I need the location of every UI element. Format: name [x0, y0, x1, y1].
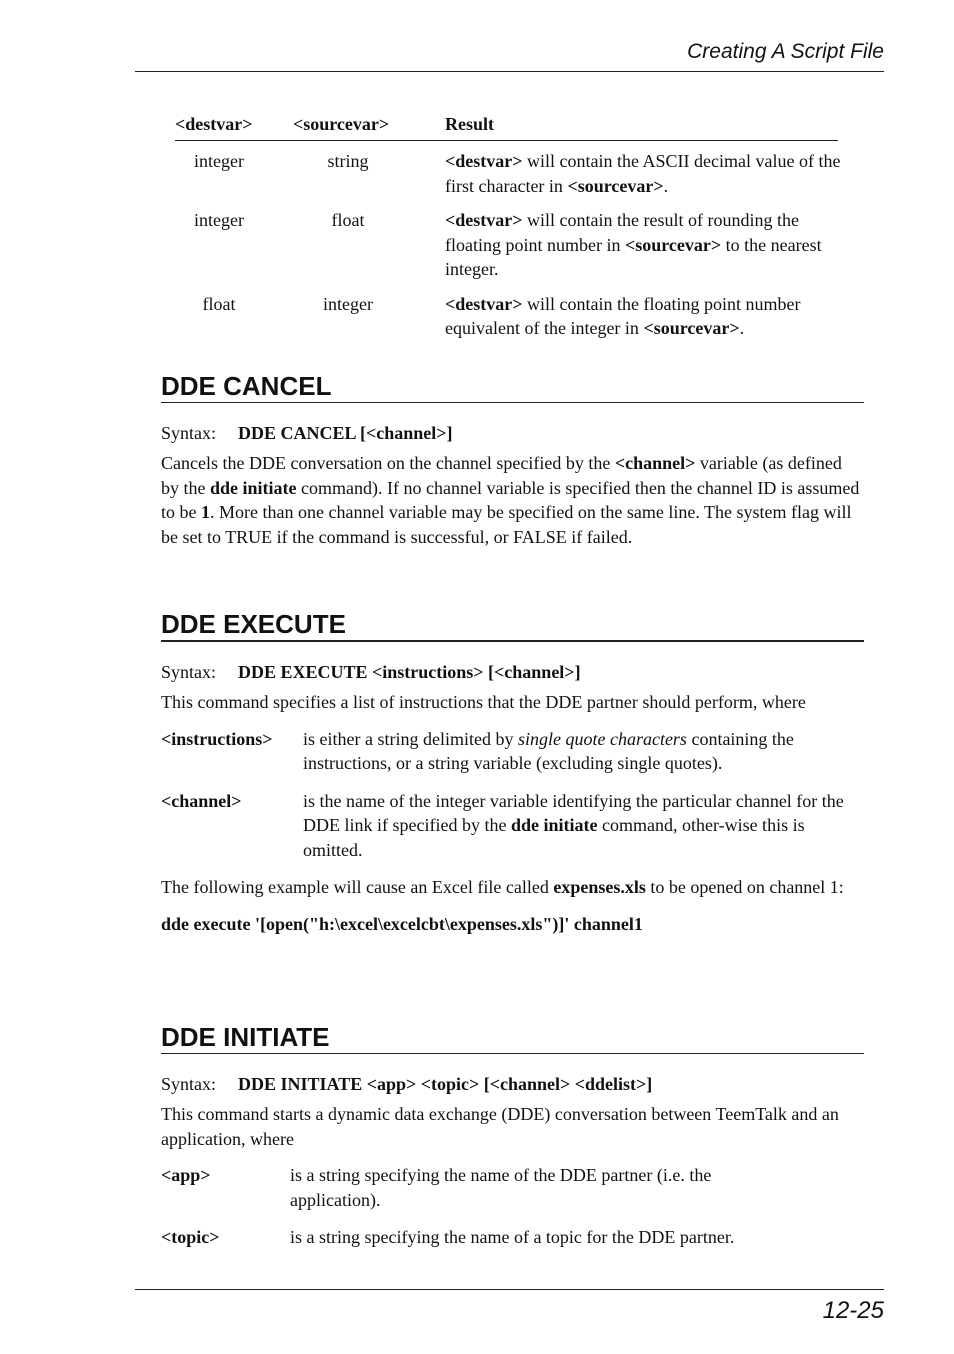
syntax-line	[161, 421, 864, 446]
syntax-text: DDE EXECUTE <instructions> [<channel>]	[238, 661, 581, 682]
heading-rule	[161, 640, 864, 642]
result-text: will contain the ASCII decimal value of the first character in	[445, 151, 841, 196]
result-text: .	[663, 175, 669, 196]
cell-sourcevar: string	[327, 151, 369, 171]
result-text: will contain the floating point number equivalent of the integer in	[445, 293, 801, 338]
text-run-bold: dde initiate	[510, 815, 598, 835]
conversion-table	[175, 112, 855, 351]
parameter-list	[161, 727, 864, 863]
table-row	[175, 149, 855, 198]
text-run: variable (as defined by the	[161, 453, 842, 498]
parameter-item	[161, 789, 864, 863]
text-run: to be opened on channel 1:	[645, 877, 844, 897]
section-dde-cancel	[161, 371, 864, 561]
section-dde-execute	[161, 609, 864, 936]
description-paragraph	[161, 451, 864, 549]
heading-rule	[161, 402, 864, 403]
example-intro	[161, 875, 864, 900]
parameter-list	[161, 1163, 864, 1250]
result-text: .	[739, 318, 745, 338]
syntax-line	[161, 660, 864, 685]
running-header: Creating A Script File	[687, 40, 884, 63]
result-text: will contain the result of rounding the floating point number in	[445, 210, 799, 255]
syntax-text: DDE CANCEL [<channel>]	[238, 422, 453, 443]
cell-destvar: float	[202, 293, 236, 314]
text-run: containing the instructions, or a string variable (excluding single quotes).	[303, 728, 794, 773]
syntax-label: Syntax:	[161, 422, 217, 443]
parameter-description	[303, 789, 864, 863]
section-heading: DDE EXECUTE	[161, 609, 346, 639]
table-header-rule	[175, 140, 838, 141]
text-run: The following example will cause an Excel file called	[161, 877, 554, 897]
heading-rule	[161, 1053, 864, 1054]
cell-destvar: integer	[194, 151, 244, 171]
parameter-term: <topic>	[161, 1227, 220, 1247]
parameter-item	[161, 1225, 864, 1250]
result-term: <destvar>	[445, 210, 523, 230]
table-row	[175, 208, 855, 282]
cell-result	[433, 149, 855, 198]
text-run-bold: dde initiate	[210, 477, 297, 498]
text-run-bold: <channel>	[614, 453, 696, 473]
intro-paragraph: This command starts a dynamic data exchange (DDE) conversation between TeemTalk and an application, where	[161, 1104, 839, 1149]
footer-rule	[135, 1289, 884, 1290]
col-header-destvar: <destvar>	[175, 114, 253, 134]
cell-destvar: integer	[194, 210, 244, 230]
syntax-line	[161, 1072, 864, 1097]
parameter-description: is a string specifying the name of the DDE partner (i.e. the application).	[290, 1165, 712, 1210]
text-run: command). If no channel variable is specified then the channel ID is assumed to be	[161, 477, 860, 522]
cell-result	[433, 292, 855, 341]
text-run: . More than one channel variable may be specified on the same line. The system flag will be set to TRUE if the command is successful, or FALSE if failed.	[161, 502, 852, 547]
text-run-bold: 1	[201, 502, 210, 522]
header-rule	[135, 71, 884, 72]
text-run: Cancels the DDE conversation on the channel specified by the	[161, 453, 615, 473]
result-term: <sourcevar>	[567, 175, 664, 196]
section-dde-initiate	[161, 1022, 864, 1263]
cell-sourcevar: float	[331, 210, 365, 230]
table-row	[175, 292, 855, 341]
example-code: dde execute '[open("h:\excel\excelcbt\expenses.xls")]' channel1	[161, 913, 643, 934]
text-run-italic: single quote characters	[517, 728, 687, 749]
syntax-label: Syntax:	[161, 661, 217, 682]
result-text: to the nearest integer.	[445, 234, 822, 279]
parameter-term: <channel>	[161, 790, 242, 811]
table-header-row	[175, 112, 855, 140]
col-header-sourcevar: <sourcevar>	[293, 114, 390, 134]
cell-result	[433, 208, 855, 282]
result-term: <destvar>	[445, 151, 523, 171]
page-number: 12-25	[822, 1297, 884, 1324]
text-run: is the name of the integer variable identifying the particular channel for the DDE link if specified by the	[303, 790, 844, 835]
parameter-term: <app>	[161, 1165, 211, 1185]
result-term: <sourcevar>	[624, 234, 722, 255]
text-run-bold: expenses.xls	[553, 877, 646, 897]
section-heading: DDE INITIATE	[161, 1022, 330, 1052]
section-heading: DDE CANCEL	[161, 371, 332, 401]
intro-paragraph: This command specifies a list of instructions that the DDE partner should perform, where	[161, 692, 806, 712]
syntax-text: DDE INITIATE <app> <topic> [<channel> <ddelist>]	[238, 1073, 653, 1094]
parameter-item	[161, 1163, 864, 1212]
parameter-description: is a string specifying the name of a topic for the DDE partner.	[290, 1227, 735, 1247]
parameter-item	[161, 727, 864, 776]
parameter-term: <instructions>	[161, 728, 273, 749]
result-term: <destvar>	[445, 293, 523, 314]
syntax-label: Syntax:	[161, 1073, 217, 1094]
text-run: is either a string delimited by	[303, 728, 518, 749]
col-header-result: Result	[445, 114, 494, 134]
text-run: command, other-wise this is omitted.	[303, 815, 805, 860]
result-term: <sourcevar>	[643, 318, 740, 338]
parameter-description	[303, 727, 864, 776]
cell-sourcevar: integer	[323, 293, 373, 314]
